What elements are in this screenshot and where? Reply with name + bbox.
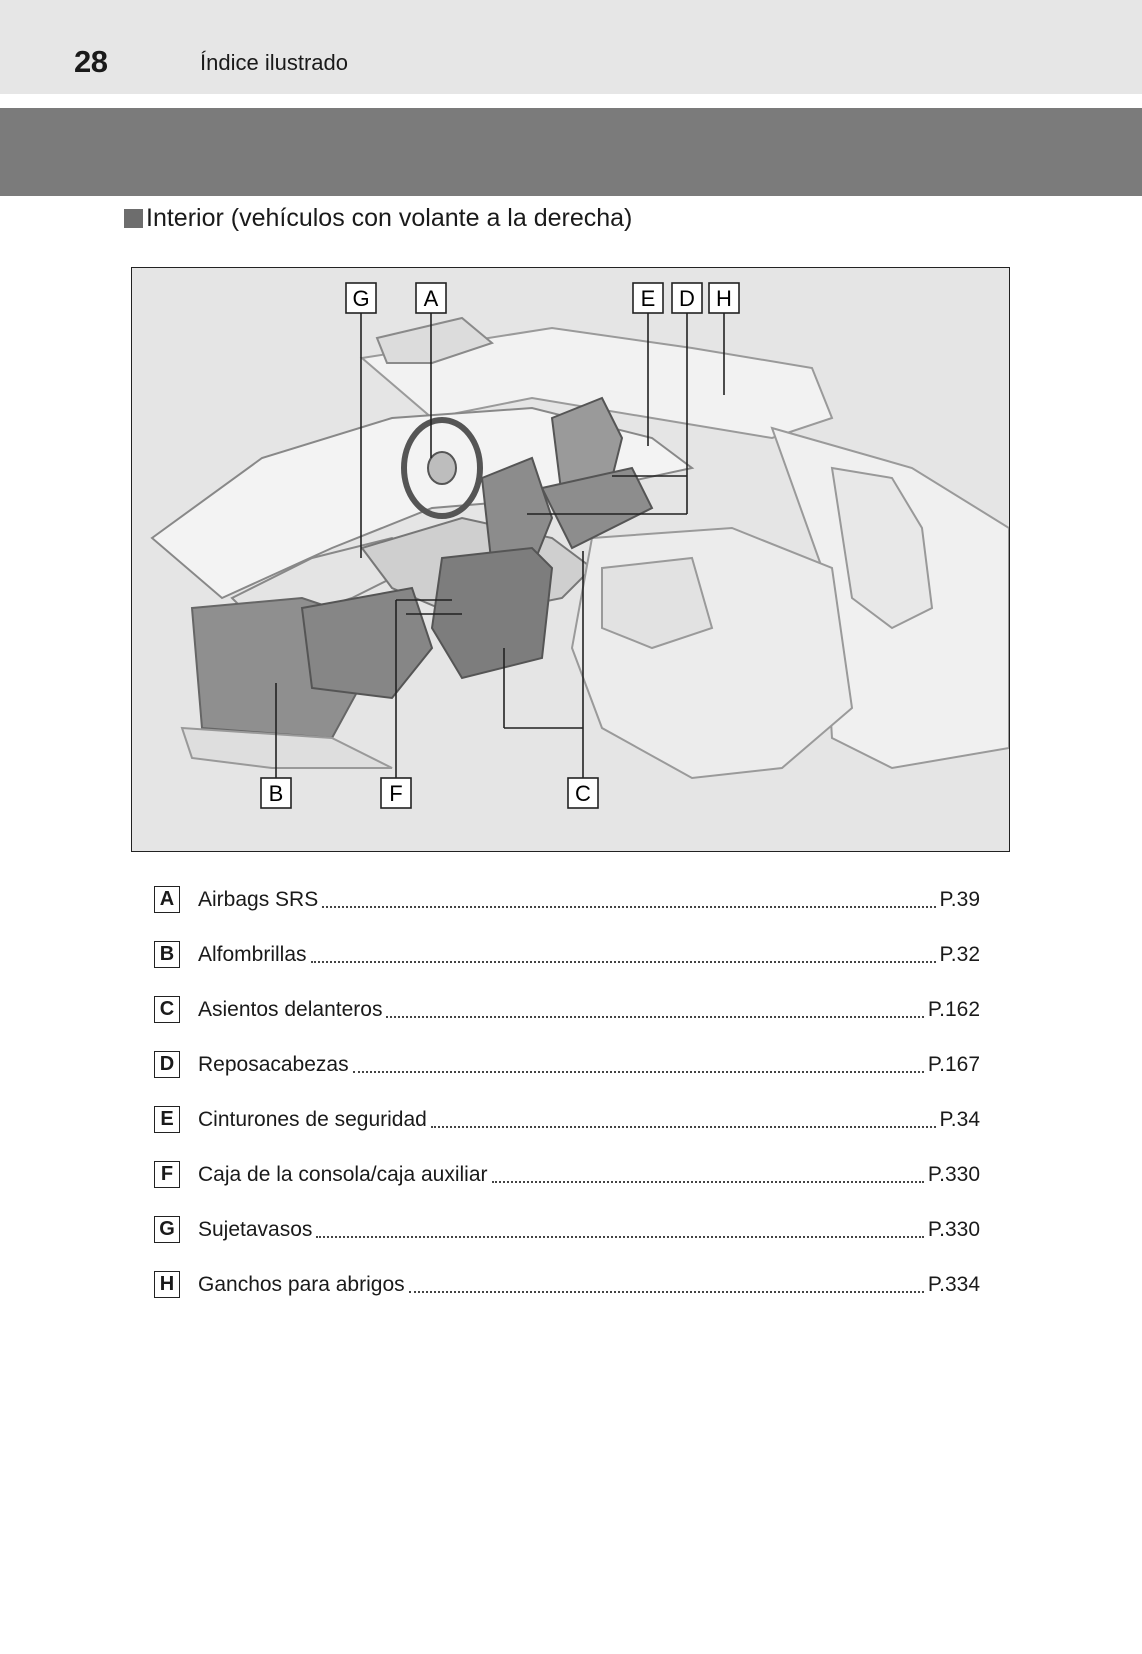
leader-dots <box>322 886 935 908</box>
svg-text:E: E <box>640 286 656 311</box>
leader-dots <box>386 996 923 1018</box>
leader-dots <box>311 941 936 963</box>
separator <box>0 94 1142 106</box>
svg-text:D: D <box>679 286 695 311</box>
list-item <box>154 872 980 927</box>
header-band <box>0 0 1142 94</box>
svg-text:H: H <box>716 286 732 311</box>
list-item <box>154 1257 980 1312</box>
item-letter-badge: G <box>154 1216 180 1243</box>
item-page-ref: P.162 <box>927 997 980 1021</box>
item-label: Asientos delanteros <box>198 997 383 1021</box>
list-item <box>154 927 980 982</box>
callout-e <box>633 283 663 313</box>
legend-list <box>154 872 980 1312</box>
svg-text:G: G <box>352 286 370 311</box>
item-label: Cinturones de seguridad <box>198 1107 427 1131</box>
item-letter-badge: F <box>154 1161 180 1188</box>
callout-c <box>568 778 598 808</box>
item-label: Caja de la consola/caja auxiliar <box>198 1162 488 1186</box>
section-title <box>124 204 632 233</box>
item-letter-badge: E <box>154 1106 180 1133</box>
callout-h <box>709 283 739 313</box>
section-title-text: Interior (vehículos con volante a la derecha) <box>146 204 633 232</box>
item-letter-badge: C <box>154 996 180 1023</box>
item-letter-badge: D <box>154 1051 180 1078</box>
list-item <box>154 1092 980 1147</box>
callout-b <box>261 778 291 808</box>
callout-a <box>416 283 446 313</box>
svg-text:A: A <box>423 286 439 311</box>
item-page-ref: P.334 <box>927 1272 980 1296</box>
item-label: Ganchos para abrigos <box>198 1272 405 1296</box>
section-header: Índice ilustrado <box>200 50 348 75</box>
item-letter-badge: A <box>154 886 180 913</box>
callout-g <box>346 283 376 313</box>
item-letter-badge: B <box>154 941 180 968</box>
svg-text:C: C <box>575 781 591 806</box>
list-item <box>154 1037 980 1092</box>
leader-dots <box>353 1051 924 1073</box>
item-label: Airbags SRS <box>198 887 319 911</box>
item-label: Alfombrillas <box>198 942 307 966</box>
item-label: Reposacabezas <box>198 1052 349 1076</box>
callout-d <box>672 283 702 313</box>
callout-f <box>381 778 411 808</box>
item-label: Sujetavasos <box>198 1217 313 1241</box>
leader-dots <box>316 1216 923 1238</box>
square-bullet-icon <box>124 209 143 228</box>
svg-text:B: B <box>268 781 284 806</box>
leader-dots <box>492 1161 924 1183</box>
item-page-ref: P.32 <box>939 942 980 966</box>
list-item <box>154 1202 980 1257</box>
item-page-ref: P.330 <box>927 1217 980 1241</box>
item-page-ref: P.39 <box>939 887 980 911</box>
leader-dots <box>431 1106 936 1128</box>
page-number: 28 <box>74 44 108 79</box>
svg-text:F: F <box>389 781 403 806</box>
item-page-ref: P.330 <box>927 1162 980 1186</box>
item-page-ref: P.34 <box>939 1107 980 1131</box>
leader-dots <box>409 1271 924 1293</box>
interior-illustration <box>131 267 1010 852</box>
list-item <box>154 982 980 1037</box>
item-page-ref: P.167 <box>927 1052 980 1076</box>
car-interior-drawing <box>132 268 1009 851</box>
list-item <box>154 1147 980 1202</box>
item-letter-badge: H <box>154 1271 180 1298</box>
chapter-band <box>0 108 1142 196</box>
